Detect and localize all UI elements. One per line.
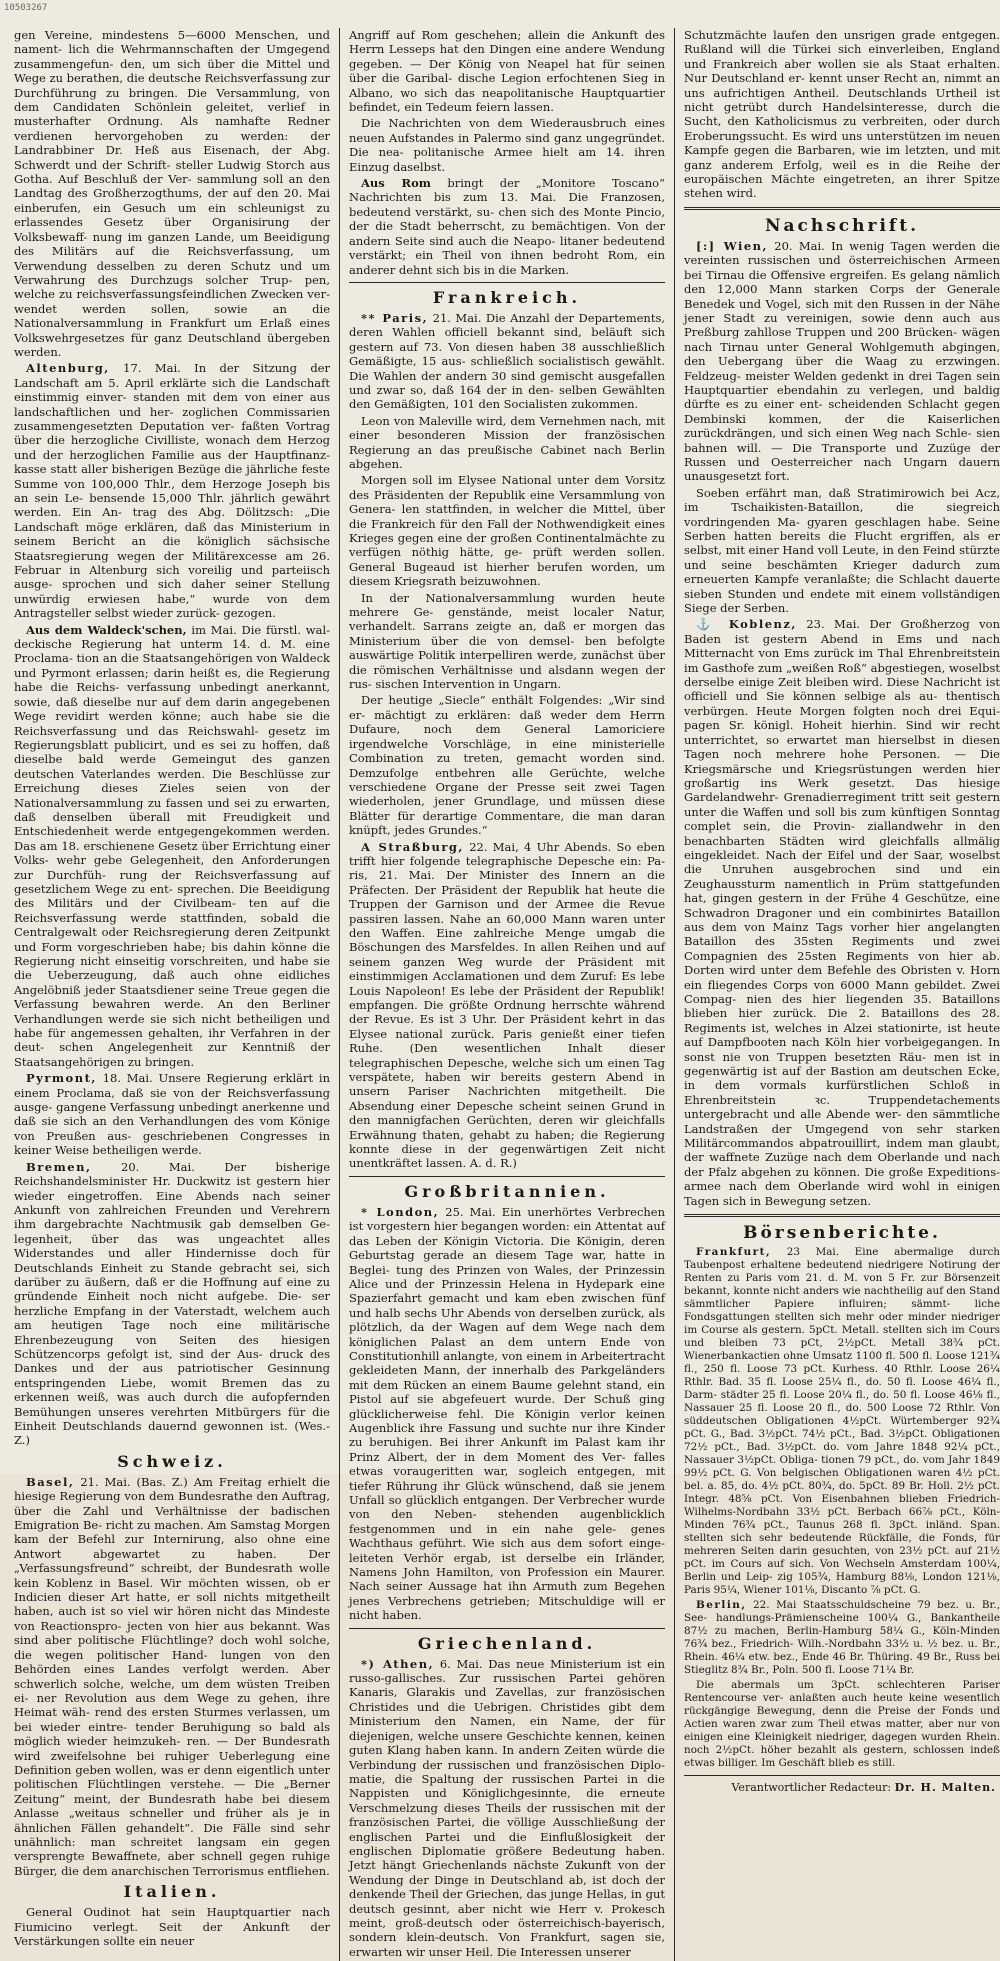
- report-summary: Die abermals um 3pCt. schlechteren Pariser Rentencourse ver- anlaßten auch heute keine wesentlich rückgängige Bewegung, denn die Preise der Fonds und Actien waren zwar zum Theil etwas matter, aber nur von einigen eine Kleinigkeit niedriger, dagegen wurden Rhein. noch 2½pCt. höher bezahlt als gestern, schlossen indeß etwas billiger. Im Geschäft blieb es still.: [684, 1679, 1000, 1770]
- report-frankfurt: Frankfurt, 23 Mai. Eine abermalige durch Taubenpost erhaltene bedeutend niedrigere Notirung der Renten zu Paris vom 21. d. M. von 5 Fr. zur Börsenzeit bekannt, konnte nicht anders wie nachtheilig auf den Stand sämmtlicher Papiere influiren; sämmt- liche Fondsgattungen stellten sich mehr oder minder niedriger im Course als gestern. 5pCt. Metall. stellten sich im Cours und bleiben 73 pCt, 2½pCt. Metall 38¾ pCt. Wienerbankactien ohne Umsatz 1100 fl. 500 fl. Loose 121¾ fl., 250 fl. Loose 73 pCt. Kurhess. 40 Rthlr. Loose 26¼ Rthlr. Bad. 35 fl. Loose 25¼ fl., do. 50 fl. Loose 46¼ fl., Darm- städter 25 fl. Loose 20¼ fl., do. 50 fl. Loose 46⅛ fl., Nassauer 25 fl. Loose 20 fl., do. 500 Loose 72 Rthlr. Von süddeutschen Obligationen 4½pCt. Würtemberger 92¾ pCt. G., Bad. 3½pCt. 74½ pCt., Bad. 3½pCt. Obligationen 72½ pCt., Bad. 3½pCt. do. vom Jahre 1848 92¼ pCt., Nassauer 3½pCt. Obliga- tionen 79 pCt., do. vom Jahr 1849 99½ pCt. G. Von belgischen Obligationen waren 4½ pCt. bel. a. 85, do. 4½ pCt. 80¾, do. 5pCt. 89 Br. Holl. 2½ pCt. Integr. 48⅝ pCt. Von Eisenbahnen blieben Friedrich-Wilhelms-Nordbahn 33½ pCt. Berbach 66⅞ pCt., Köln-Minden 76¾ pCt., Taunus 268 fl. 3pCt. inländ. Span. stellten sich sehr bedeutende Rückfälle, die Fonds, für mehreren Seiten darin gesuchten, von 23½ pCt. auf 21½ pCt. im Cours auf sich. Von Wechseln Amsterdam 100¼, Berlin und Leip- zig 105¾, Hamburg 88⅛, London 121⅛, Paris 95¼, Wiener 101⅛, Discanto ⅞ pCt. G.: [684, 1246, 1000, 1597]
- section-divider: [684, 1214, 1000, 1217]
- dateline-pyrmont: Pyrmont,: [26, 1071, 97, 1086]
- article-london: * London, 25. Mai. Ein unerhörtes Verbrechen ist vorgestern hier begangen worden: ein Attentat auf das Leben der Königin Victoria. Die Königin, deren Geburtstag gerade an diesem Tage war, hatte in Beglei- tung des Prinzen von Wales, der Prinzessin Alice und der Prinzessin Helena in Hydepark eine Spazierfahrt gemacht und kam eben zwischen fünf und halb sechs Uhr Abends von derselben zurück, als plötzlich, da der Wagen auf dem Wege nach dem königlichen Palast an dem untern Ende von Constitutionhill anlangte, von einem in Arbeitertracht gekleideten Mann, der innerhalb des Parkgeländers mit dem Rücken an einem Baume gelehnt stand, ein Pistol auf sie abgefeuert wurde. Der Schuß ging glücklicherweise fehl. Die Königin verlor keinen Augenblick ihre Fassung und suchte nur ihre Kinder zu beruhigen. Bei ihrer Ankunft im Palast kam ihr Prinz Albert, der in dem Moment des Ver- falles etwas voraugeritten war, sogleich entgegen, mit tiefer Rührung ihr Glück wünschend, daß sie jenem Unfall so glücklich entgangen. Der Verbrecher wurde von den Neben- stehenden augenblicklich festgenommen und in ein nahe gele- genes Wachthaus geführt. Wie sich aus dem sofort einge- leiteten Verhör ergab, ist derselbe ein Irländer, Namens John Hamilton, von Profession ein Maurer. Nach seiner Aussage hat ihn Armuth zum Begehen jenes Verbrechens getrieben; Mitschuldige will er nicht haben.: [349, 1204, 665, 1623]
- dateline-wien: [:] Wien,: [696, 238, 769, 253]
- dateline-koblenz: ⚓ Koblenz,: [696, 617, 797, 632]
- scan-id: 10503267: [4, 3, 48, 13]
- dateline-rom: Aus Rom: [361, 176, 431, 191]
- section-heading-boersenberichte: Börsenberichte.: [743, 1223, 941, 1244]
- section-heading-nachschrift: Nachschrift.: [764, 215, 920, 236]
- article-stratimirowich: Soeben erfährt man, daß Stratimirowich bei Acz, im Tschaikisten-Bataillon, die siegreich vordringenden Ma- gyaren geschlagen habe. Seine Serben hatten bereits die Flucht ergriffen, als er selbst, mit einer Hand voll Leute, in den Feind stürzte und seine beschämten Krieger dadurch zum erneuerten Kampfe veranlaßte; die Schlacht dauerte sieben Stunden und endete mit einem vollständigen Siege der Serben.: [684, 485, 1000, 616]
- editor-name: Dr. H. Malten.: [894, 1781, 996, 1795]
- dateline-berlin: Berlin,: [696, 1599, 747, 1612]
- section-divider: [349, 1176, 665, 1177]
- article-altenburg: Altenburg, 17. Mai. In der Sitzung der Landschaft am 5. April erklärte sich die Landschaft einstimmig einver- standen mit dem von einer aus landschaftlichen und her- zoglichen Commissarien zusammengesetzten Deputation ver- faßten Vortrag über die herzogliche Civilliste, wonach dem Herzog und der herzoglichen Familie aus der Hauptfinanz- kasse statt aller bisherigen Bezüge die jährliche feste Summe von 100,000 Thlr., dem Herzoge Joseph bis an sein Le- bensende 15,000 Thlr. jährlich gewährt werden. Ein An- trag des Abg. Dölitzsch: „Die Landschaft möge erklären, daß das Ministerium in seinem Bericht an die königlich sächsische Staatsregierung wegen der Militärexcesse am 26. Februar in Altenburg sich voreilig und parteiisch ausge- sprochen und sich daher seiner Stellung unwürdig erwiesen habe,“ wurde von dem Antragsteller selbst wieder zurück- gezogen.: [14, 361, 330, 621]
- column-3: [684, 28, 1000, 1961]
- section-divider: [684, 1775, 1000, 1776]
- article-paris: ** Paris, 21. Mai. Die Anzahl der Departements, deren Wahlen officiell bekannt sind, beläuft sich gestern auf 73. Von diesen haben 38 ausschließlich Gemäßigte, 15 aus- schließlich socialistisch gewählt. Die Wahlen der andern 30 sind gemischt ausgefallen und zwar so, daß 164 der in den- selben Gewählten den Gemäßigten, 101 den Socialisten zukommen.: [349, 310, 666, 412]
- article-vereine: gen Vereine, mindestens 5—6000 Menschen, und nament- lich die Wehrmannschaften der Umgegend zusammengefun- den, um sich über die Mittel und Wege zu berathen, die deutsche Reichsverfassung zur Durchführung zu bringen. Die Versammlung, von dem Candidaten Schönlein geleitet, verlief in musterhafter Ordnung. Als namhafte Redner verdienen hervorgehoben zu werden: der Landrabbiner Dr. Heß aus Eisenach, der Abg. Schwerdt und der Schrift- steller Ludwig Storch aus Gotha. Auf Beschluß der Ver- sammlung soll an den Landtag des Großherzogthums, der auf den 20. Mai einberufen, ein Gesuch um ein schleunigst zu erlassendes Gesetz über Organisirung der Volksbewaff- nung im ganzen Lande, um Beeidigung des Militärs auf die Reichsverfassung, um Verwendung desselben zu deren Schutz und um Verwahrung des Durchzugs solcher Trup- pen, welche zu reichsverfassungsfeindlichen Zwecken ver- wendet werden sollen, sowie an die Nationalversammlung in Frankfurt um Erlaß eines Volkswehrgesetzes für ganz Deutschland übergeben werden.: [14, 28, 331, 359]
- section-heading-schweiz: Schweiz.: [117, 1451, 227, 1471]
- column-rule: [674, 28, 675, 1961]
- article-athen: *) Athen, 6. Mai. Das neue Ministerium ist ein russo-gallisches. Zur russischen Partei gehören Kanaris, Glarakis und Zavellas, zur französischen Christides und die Uebrigen. Christides gibt dem Ministerium den Namen, ein Name, der für diejenigen, welche unsere Geschichte kennen, keinen guten Klang haben kann. In andern Zeiten würde die Verbindung der russischen und französischen Diplo- matie, die Spaltung der russischen Partei in die Nappisten und Königlichgesinnte, die erneute Verschmelzung dieses Theils der russischen mit der französischen Partei, die völlige Ausschließung der englischen Partei und die Einflußlosigkeit der englischen Diplomatie größere Bedeutung haben. Jetzt hängt Griechenlands nächste Zukunft von der Wendung der Dinge in Deutschland ab, ist doch der denkende Theil der Griechen, das junge Hellas, in gut deutsch gesinnt, aber nicht wie Herr v. Prokesch meint, groß-deutsch oder österreichisch-bayerisch, sondern klein-deutsch. Von Frankfurt, sagen sie, erwarten wir unser Heil. Die Interessen unserer: [349, 1656, 665, 1959]
- section-heading-grossbritannien: Großbritannien.: [404, 1181, 610, 1201]
- article-siecle: Der heutige „Siecle“ enthält Folgendes: „Wir sind er- mächtigt zu erklären: daß weder dem Herrn Dufaure, noch dem General Lamoriciere irgendwelche Vorschläge, in eine ministerielle Combination zu treten, gemacht worden sind. Demzufolge entbehren alle Gerüchte, welche verschiedene Organe der Presse seit zwei Tagen wiederholen, jener Grundlage, und müssen diese Blätter für derartige Commentare, die man daran knüpft, jedes Grundes.“: [349, 693, 665, 838]
- dateline-altenburg: Altenburg,: [26, 361, 110, 376]
- section-heading-frankreich: Frankreich.: [432, 287, 582, 307]
- dateline-strassburg: A Straßburg,: [361, 839, 464, 854]
- column-1: [14, 28, 330, 1961]
- dateline-frankfurt: Frankfurt,: [696, 1246, 772, 1259]
- article-palermo: Die Nachrichten von dem Wiederausbruch eines neuen Aufstandes in Palermo sind ganz ungegründet. Die nea- politanische Armee hielt am 14. ihren Einzug daselbst.: [349, 116, 665, 174]
- article-aus-rom: Aus Rom bringt der „Monitore Toscano“ Nachrichten bis zum 13. Mai. Die Franzosen, bedeutend verstärkt, su- chen sich des Monte Pincio, der die Stadt beherrscht, zu bemächtigen. Von der andern Seite sind auch die Neapo- litaner bedeutend verstärkt; ein Theil von ihnen bedroht Rom, ein anderer dehnt sich bis in die Marken.: [349, 176, 665, 277]
- dateline-bremen: Bremen,: [26, 1159, 92, 1174]
- editor-signature: [684, 1781, 1000, 1795]
- dateline-london: * London,: [361, 1204, 440, 1219]
- columns: [14, 28, 1000, 1959]
- dateline-paris: ** Paris,: [361, 310, 429, 325]
- article-bremen: Bremen, 20. Mai. Der bisherige Reichshandelsminister Hr. Duckwitz ist gestern hier wieder eingetroffen. Eine Abends nach seiner Ankunft von zahlreichen Freunden und Verehrern ihm dargebrachte Nachtmusik gab demselben Ge- legenheit, über das was ungeachtet alles Widerstandes und aller Hindernisse doch für Deutschlands Einheit zu Stande gebracht sei, sich darüber zu äußern, daß er die Hoffnung auf eine zu gründende Einheit noch nicht aufgebe. Die- ser herzliche Empfang in der Vaterstadt, welchem auch am heutigen Tage noch eine militärische Ehrenbezeugung von Seiten des hiesigen Schützencorps gefolgt ist, sind der Aus- druck des Dankes und der aus patriotischer Gesinnung entspringenden Liebe, womit Bremen das zu erkennen weiß, was auch durch die aufopfernden Bemühungen unseres verehrten Mitbürgers für die Einheit Deutschlands dauernd gewonnen ist. (Wes.-Z.): [14, 1159, 331, 1448]
- editor-label: Verantwortlicher Redacteur:: [731, 1781, 892, 1795]
- article-waldeck: Aus dem Waldeck'schen, im Mai. Die fürstl. wal- deckische Regierung hat unterm 14. d. M. eine Proclama- tion an die Staatsangehörigen von Waldeck und Pyrmont erlassen; darin heißt es, die Regierung habe die Reichs- verfassung unbedingt anerkannt, sowie, daß dieselbe nur auf dem darin angegebenen Wege revidirt werden könne; auch habe sie die Reichsverfassung und das Reichswahl- gesetz im Regierungsblatt publicirt, und es sei zu hoffen, daß dieselbe bald werde Gemeingut des ganzen deutschen Vaterlandes werden. Die Beschlüsse zur Erreichung dieses Zieles seien von der Nationalversammlung zu fassen und sei zu erwarten, daß denselben überall mit Freudigkeit und Entschiedenheit werde entgegengekommen werden. Das am 18. erschienene Gesetz über Errichtung einer Volks- wehr gebe Gelegenheit, den Anforderungen zur Durchfüh- rung der Reichsverfassung auf gesetzlichem Wege zu ent- sprechen. Die Beeidigung des Militärs und der Civilbeam- ten auf die Reichsverfassung werde stattfinden, sobald die Centralgewalt oder Reichsregierung deren Zeitpunkt und Form vorgeschrieben habe; bis dahin könne die Regierung nicht einseitig vorschreiten, und habe sie die Ueberzeugung, daß auch ohne eidliches Angelöbniß jeder Staatsdiener seine Treue gegen die Verfassung bewahren werde. An den Berliner Verhandlungen werde sie sich nicht betheiligen und habe für angemessen gehalten, ihr Verfahren in der deut- schen Angelegenheit zur Kenntniß der Staatsangehörigen zu bringen.: [14, 622, 331, 1069]
- article-nationalversammlung: In der Nationalversammlung wurden heute mehrere Ge- genstände, meist localer Natur, verhandelt. Sarrans zeigte an, daß er morgen das Ministerium über die von demsel- ben befolgte auswärtige Politik interpelliren werde, zunächst über die römischen Verhältnisse und alsdann wegen der rus- sischen Intervention in Ungarn.: [349, 590, 665, 692]
- section-heading-griechenland: Griechenland.: [417, 1633, 597, 1653]
- column-2: [349, 28, 665, 1961]
- section-divider: [349, 1628, 665, 1629]
- article-elysee: Morgen soll im Elysee National unter dem Vorsitz des Präsidenten der Republik eine Versammlung von Genera- len stattfinden, in welcher die Mittel, über die Frankreich für den Fall der Nothwendigkeit eines Krieges gegen eine der großen Continentalmächte zu verfügen nöthig hätte, ge- prüft werden sollen. General Bugeaud ist hierher berufen worden, um diesem Kriegsrath beizuwohnen.: [349, 473, 665, 589]
- article-koblenz: ⚓ Koblenz, 23. Mai. Der Großherzog von Baden ist gestern Abend in Ems und nach Mitternacht von Ems zurück im Thal Ehrenbreitstein im Gasthofe zum „weißen Roß“ abgestiegen, woselbst derselbe einige Zeit bleiben wird. Diese Nachricht ist officiell und Sie können selbige als au- thentisch verbürgen. Heute Morgen folgten noch drei Equi- pagen Sr. königl. Hoheit hierhin. Sind wir recht unterrichtet, so erwartet man hierselbst in diesen Tagen noch mehrere hohe Personen. — Die Kriegsmärsche und Kriegsrüstungen werden hier großartig ins Werk gesetzt. Das hiesige Gardelandwehr- Grenadierregiment tritt seit gestern unter die Waffen und soll bis zum künftigen Sonntag complet sein, die Provin- ziallandwehr in den benachbarten Städten wird gleichfalls allmälig eingekleidet. Nach der Eifel und der Saar, woselbst die Unruhen ausgebrochen sind und ein Zeughaussturm namentlich in Prüm stattgefunden hat, gingen gestern in der Frühe 4 Geschütze, eine Schwadron Dragoner und ein combinirtes Bataillon aus dem von Mainz Tags vorher hier angelangten Bataillon des 35sten Regiments und zwei Compagnien des 25sten Regiments von hier ab. Dorten wird unter dem Befehle des Obristen v. Horn ein fliegendes Corps von 6000 Mann gebildet. Zwei Compag- nien des hier liegenden 35. Bataillons blieben hier zurück. Die 2. Bataillons des 28. Regiments ist, welches in Alzei stationirte, ist heute auf Dampfbooten nach Köln hier vorbeigegangen. In sonst nie von Truppen besetzten Räu- men ist in gegenwärtig ist auf der Bastion am deutschen Ecke, in dem vormals kurfürstlichen Schloß in Ehrenbreitstein ꝛc. Truppendetachements untergebracht und alle Abende wer- den sämmtliche Landstraßen der Umgegend von sehr starken Militärcommandos abpatrouillirt, indem man glaubt, der waffnete Zuzüge nach dem Oberlande und nach der Pfalz abgehen zu können. Die große Expeditions- armee nach dem Oberlande wird wohl in einigen Tagen sich in Bewegung setzen.: [684, 617, 1000, 1208]
- dateline-basel: Basel,: [26, 1474, 75, 1489]
- article-pyrmont: Pyrmont, 18. Mai. Unsere Regierung erklärt in einem Proclama, daß sie von der Reichsverfassung ausge- gangene Verfassung unbedingt anerkenne und daß sie sich an den Verhandlungen des vom Könige von Preußen aus- geschriebenen Congresses in keiner Weise betheiligen werde.: [14, 1071, 330, 1158]
- section-heading-italien: Italien.: [123, 1882, 221, 1902]
- article-athen-continued: Schutzmächte laufen den unsrigen grade entgegen. Rußland will die Türkei sich einverleiben, England und Frankreich aber wollen sie als Staat erhalten. Nur Deutschland er- kennt unser Recht an, nimmt an uns aufrichtigen Antheil. Deutschlands Urtheil ist nicht getrübt durch Handelsinteresse, durch die Sucht, den Katholicismus zu verbreiten, oder durch Eroberungssucht. Es wird uns unterstützen im neuen Kampfe gegen die Barbaren, wie im letzten, und mit ganz anderem Erfolg, weil es in die Reihe der europäischen Mächte eingetreten, an ihrer Spitze stehen wird.: [684, 28, 1000, 201]
- section-divider: [349, 282, 665, 283]
- section-divider: [684, 207, 1000, 210]
- article-strassburg: A Straßburg, 22. Mai, 4 Uhr Abends. So eben trifft hier folgende telegraphische Depesche ein: Pa- ris, 21. Mai. Der Minister des Innern an die Präfecten. Der Präsident der Republik hat heute die Truppen der Garnison und der Armee die Revue passiren lassen. Nahe an 60,000 Mann waren unter den Waffen. Eine zahlreiche Menge umgab die Böschungen des Marsfeldes. In allen Reihen und auf seinem ganzen Weg wurde der Präsident mit einstimmigen Acclamationen und dem Zuruf: Es lebe Louis Napoleon! Es lebe der Präsident der Republik! empfangen. Die größte Ordnung herrschte während der Revue. Es ist 3 Uhr. Der Präsident kehrt in das Elysee national zurück. Paris genießt einer tiefen Ruhe. (Den wesentlichen Inhalt dieser telegraphischen Depesche, welche sich um einen Tag verspätete, haben wir bereits gestern Abend in unsern Pariser Nachrichten mitgetheilt. Die Absendung einer Depesche scheint seinen Grund in den mannigfachen Gerüchten, deren wir gleichfalls Erwähnung thaten, gehabt zu haben; die Regierung konnte diese in der gegenwärtigen Zeit nicht unentkräftet lassen. A. d. R.): [349, 839, 666, 1171]
- article-basel: Basel, 21. Mai. (Bas. Z.) Am Freitag erhielt die hiesige Regierung von dem Bundesrathe den Auftrag, über die Zahl und Verhältnisse der badischen Emigration Be- richt zu machen. Am Samstag Morgen kam der Befehl zur Internirung, also ohne eine Antwort abgewartet zu haben. Der „Verfassungsfreund“ schreibt, der Bundesrath wolle kein Koblenz in Basel. Wir möchten wissen, ob er Indicien dieser Art hatte, er soll nichts mitgetheilt haben, auch ist so viel wir hören nicht das Mindeste von Reactionspro- jecten von hier aus bekannt. Was sind aber politische Flüchtlinge? doch wohl solche, die wegen politischer Hand- lungen von den Behörden eines Landes verfolgt werden. Aber schwerlich solche, welche, um dem wüsten Treiben ei- ner Revolution aus dem Wege zu gehen, ihre Heimat wäh- rend des ersten Sturmes verlassen, um bei wieder eintre- tender Beruhigung so bald als möglich wieder heimzukeh- ren. — Der Bundesrath wird zweifelsohne bei ruhiger Ueberlegung eine Definition geben wollen, was er denn eigentlich unter politischen Flüchtlingen verstehe. — Die „Berner Zeitung“ meint, der Bundesrath habe bei diesem Anlasse „weitaus schneller und früher als je in ähnlichen Fällen gehandelt“. Die Fälle sind sehr unähnlich: man schreitet langsam ein gegen versprengte Bewaffnete, aber schnell gegen ruhige Bürger, die dem anarchischen Terrorismus entfliehen.: [14, 1474, 330, 1878]
- article-maleville: Leon von Maleville wird, dem Vernehmen nach, mit einer besonderen Mission der französischen Regierung an das preußische Cabinet nach Berlin abgehen.: [349, 413, 665, 471]
- dateline-waldeck: Aus dem Waldeck'schen,: [26, 622, 187, 637]
- article-italien: General Oudinot hat sein Hauptquartier nach Fiumicino verlegt. Seit der Ankunft der Verstärkungen sollte ein neuer: [14, 1905, 330, 1948]
- column-rule: [339, 28, 340, 1961]
- article-wien: [:] Wien, 20. Mai. In wenig Tagen werden die vereinten russischen und österreichischen Armeen bei Tirnau die Offensive ergreifen. Es gelang nämlich den 12,000 Mann starken Corps der Generale Benedek und Vogel, sich mit den Russen in der Nähe jener Stadt zu vereinigen, sowie denn auch aus Preßburg zahllose Truppen und 200 Brücken- wägen nach Tirnau unter General Wohlgemuth abgingen, den Uebergang über die Waag zu erzwingen. Feldzeug- meister Welden gedenkt in drei Tagen sein Hauptquartier ebendahin zu verlegen, und baldig dürfte es zu einer ent- scheidenden Schlacht gegen Dembinski kommen, der die Kaiserlichen zurückdrängen, und sich einen Weg nach Schle- sien bahnen will. — Die Transporte und Zuzüge der Russen und Oesterreicher nach Ungarn dauern unausgesetzt fort.: [684, 238, 1000, 484]
- dateline-athen: *) Athen,: [361, 1656, 435, 1671]
- report-berlin: Berlin, 22. Mai Staatsschuldscheine 79 bez. u. Br., See- handlungs-Prämienscheine 100¼ G., Bankantheile 87½ zu machen, Berlin-Hamburg 58¼ G., Köln-Minden 76¾ bez., Friedrich- Wilh.-Nordbahn 33½ u. ½ bez. u. Br., Rhein. 46¼ etw. bez., Ende 46 Br. Thüring. 49 Br., Russ bei Stieglitz 8¾ Br., Poln. 500 fl. Loose 71¼ Br.: [684, 1599, 1000, 1677]
- article-rom-continued: Angriff auf Rom geschehen; allein die Ankunft des Herrn Lesseps hat den Dingen eine andere Wendung gegeben. — Der König von Neapel hat für seinen über die Garibal- dische Legion erfochtenen Sieg in Albano, wo sich das neapolitanische Hauptquartier befindet, ein Tedeum feiern lassen.: [349, 28, 665, 115]
